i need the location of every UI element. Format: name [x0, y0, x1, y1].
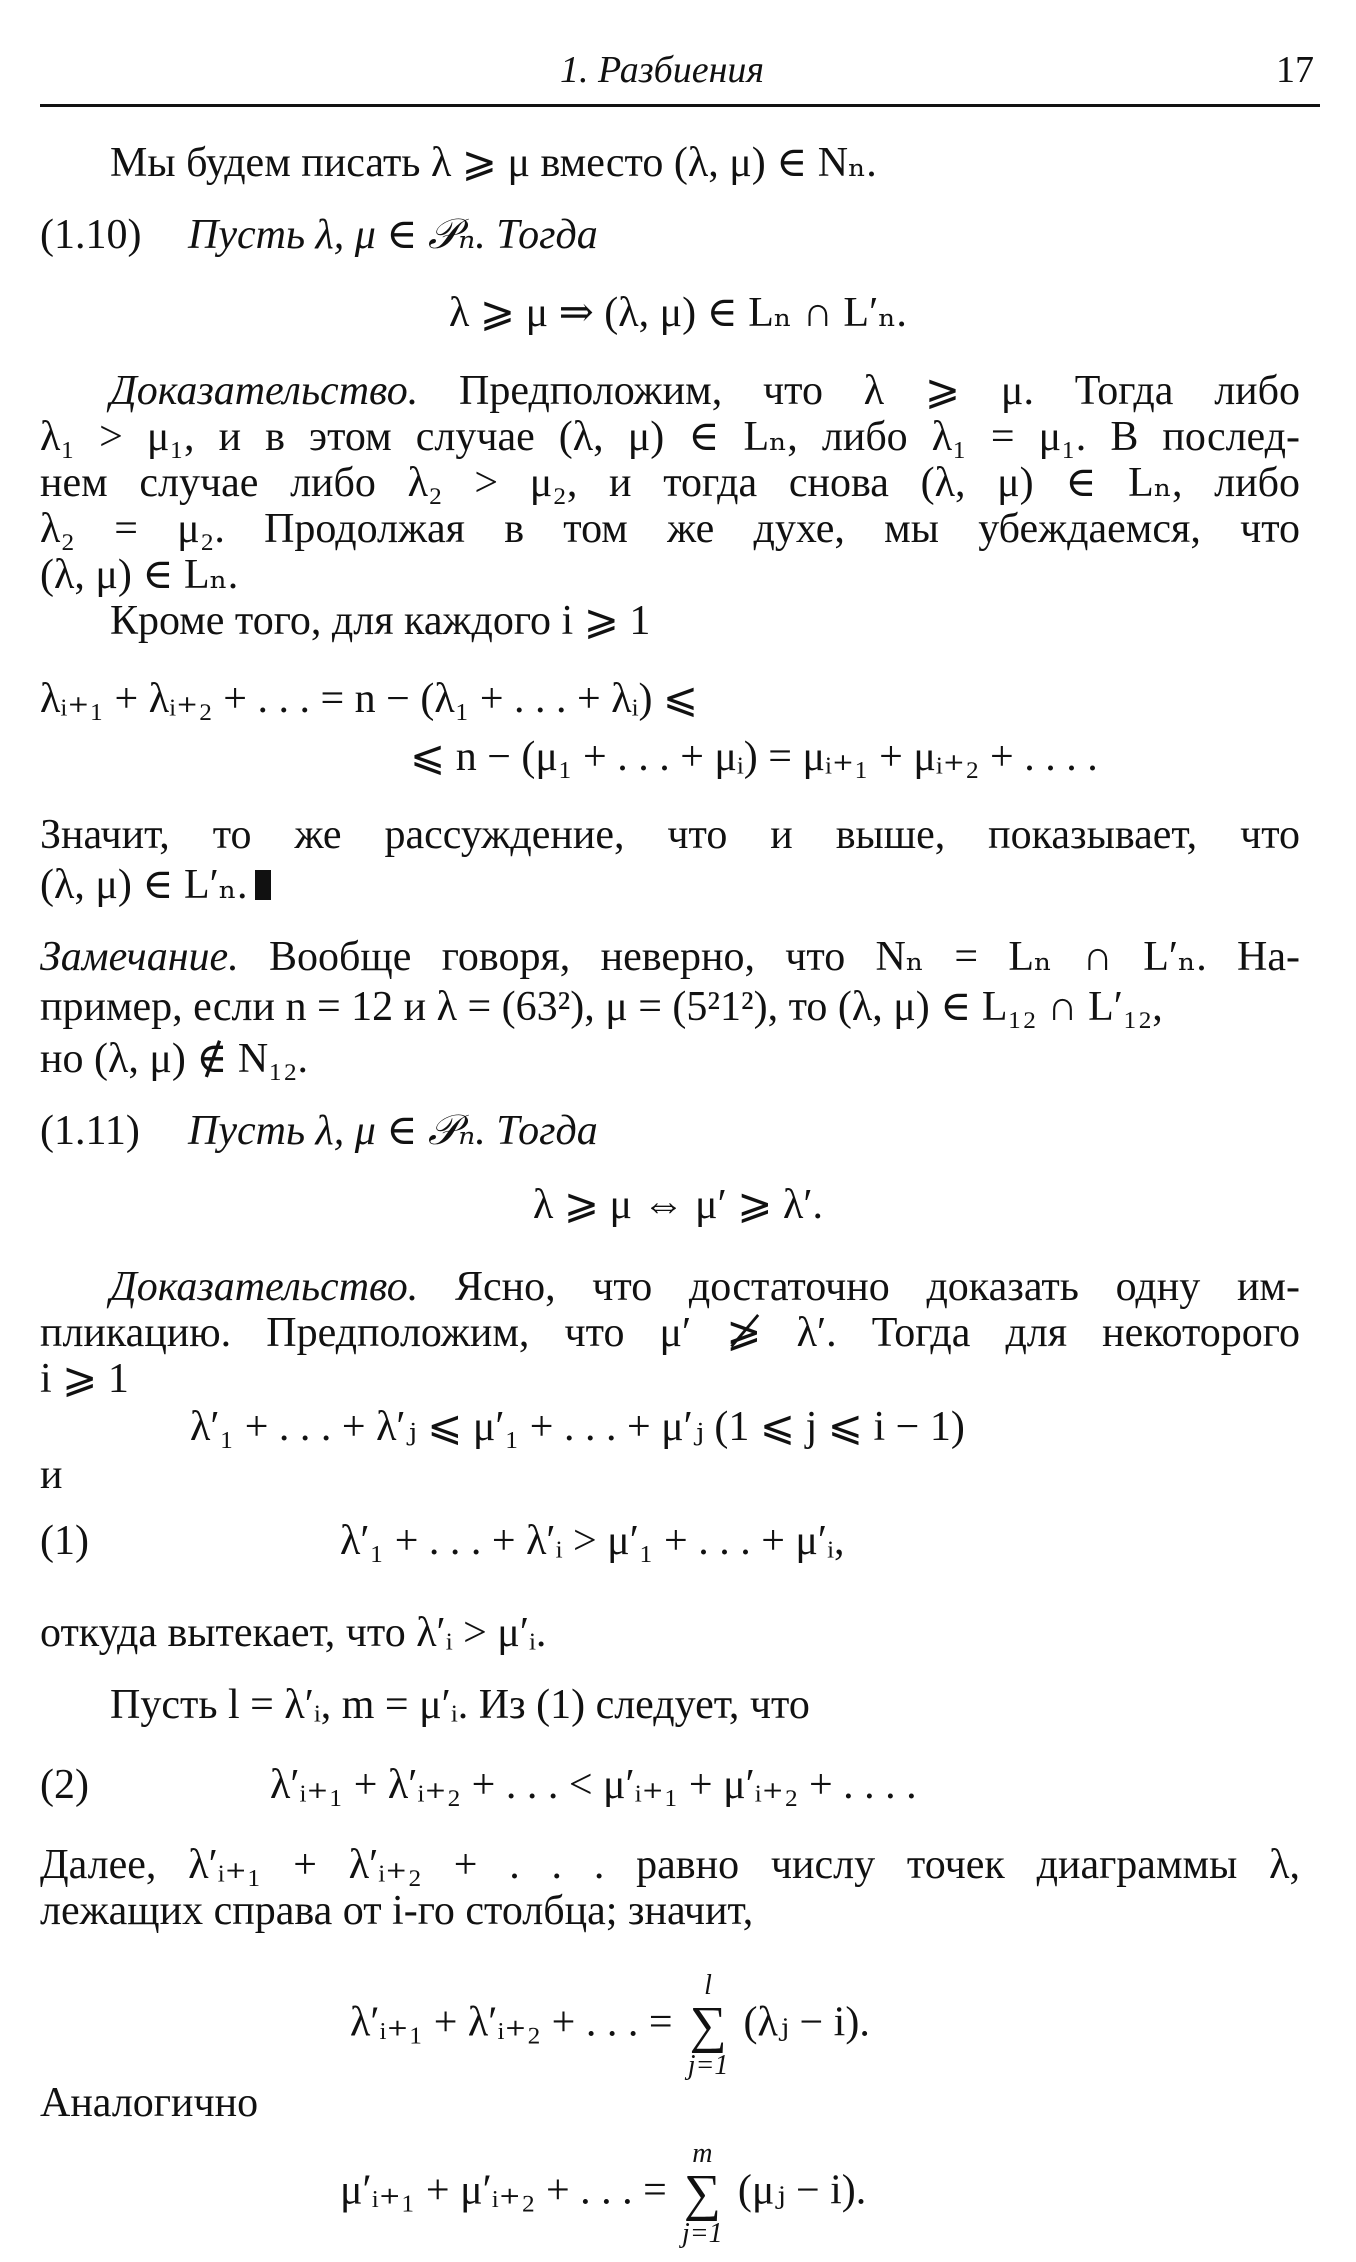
- equation-number-2: (2): [40, 1762, 89, 1808]
- text-line-28: Далее, λ′ᵢ₊₁ + λ′ᵢ₊₂ + . . . равно числу точек диаграммы λ,: [40, 1842, 1300, 1888]
- formula-line-24: λ′₁ + . . . + λ′ᵢ > μ′₁ + . . . + μ′ᵢ,: [340, 1518, 845, 1564]
- qed-mark: [255, 870, 271, 900]
- statement-1-10: Пусть λ, μ ∈ 𝒫ₙ. Тогда: [188, 212, 598, 258]
- formula-line-27: λ′ᵢ₊₁ + λ′ᵢ₊₂ + . . . < μ′ᵢ₊₁ + μ′ᵢ₊₂ + . . . .: [270, 1762, 917, 1808]
- page-number: 17: [1276, 49, 1314, 91]
- formula-1-10: λ ⩾ μ ⇒ (λ, μ) ∈ Lₙ ∩ L′ₙ.: [449, 290, 907, 336]
- equation-number-1: (1): [40, 1518, 89, 1564]
- page-header: [40, 40, 1320, 107]
- formula-line-22: λ′₁ + . . . + λ′ⱼ ⩽ μ′₁ + . . . + μ′ⱼ (1 ⩽ j ⩽ i − 1): [190, 1404, 965, 1450]
- text-line-25: откуда вытекает, что λ′ᵢ > μ′ᵢ.: [40, 1610, 547, 1656]
- statement-number-1-10: (1.10): [40, 212, 142, 258]
- proof-heading-2: Доказательство.: [110, 1264, 419, 1310]
- formula-line-32: [340, 2140, 866, 2250]
- sigma-glyph-2: ∑: [683, 2165, 721, 2222]
- proof-heading: Доказательство.: [110, 368, 419, 414]
- sum-upper-limit-1: l: [704, 1970, 712, 2001]
- summation-symbol-1: [683, 1972, 733, 2080]
- text-line-6: нем случае либо λ₂ > μ₂, и тогда снова (λ, μ) ∈ Lₙ, либо: [40, 460, 1300, 506]
- proof-text-2: Ясно, что достаточно доказать одну им-: [454, 1264, 1300, 1310]
- proof-text: Предположим, что λ ⩾ μ. Тогда либо: [459, 368, 1300, 414]
- text-line-13-content: (λ, μ) ∈ L′ₙ.: [40, 862, 248, 908]
- text-line-5: λ₁ > μ₁, и в этом случае (λ, μ) ∈ Lₙ, либо λ₁ = μ₁. В послед-: [40, 414, 1300, 460]
- remark-text: Вообще говоря, неверно, что Nₙ = Lₙ ∩ L′ₙ. На-: [269, 934, 1301, 980]
- text-line-16: но (λ, μ) ∉ N₁₂.: [40, 1036, 309, 1082]
- text-line-9: Кроме того, для каждого i ⩾ 1: [110, 598, 651, 644]
- formula-line-10: λᵢ₊₁ + λᵢ₊₂ + . . . = n − (λ₁ + . . . + λᵢ) ⩽: [40, 676, 699, 722]
- text-line-20: пликацию. Предположим, что μ′ ⩾̸ λ′. Тогда для некоторого: [40, 1310, 1300, 1356]
- formula-line-11: ⩽ n − (μ₁ + . . . + μᵢ) = μᵢ₊₁ + μᵢ₊₂ + . . . .: [410, 734, 1098, 780]
- text-line-26: Пусть l = λ′ᵢ, m = μ′ᵢ. Из (1) следует, что: [110, 1682, 810, 1728]
- text-line-1: Мы будем писать λ ⩾ μ вместо (λ, μ) ∈ Nₙ.: [110, 140, 877, 186]
- text-line-29: лежащих справа от i-го столбца; значит,: [40, 1888, 754, 1934]
- formula-1-11: λ ⩾ μ ⇔ μ′ ⩾ λ′.: [532, 1182, 824, 1228]
- text-line-13: [40, 862, 271, 908]
- statement-number-1-11: (1.11): [40, 1108, 140, 1154]
- statement-1-11: Пусть λ, μ ∈ 𝒫ₙ. Тогда: [188, 1108, 598, 1154]
- text-line-7: λ₂ = μ₂. Продолжая в том же духе, мы убеждаемся, что: [40, 506, 1300, 552]
- running-title: 1. Разбиения: [560, 49, 765, 91]
- proof-line-1: [110, 368, 1300, 414]
- formula-30-right: (λⱼ − i).: [743, 1999, 870, 2046]
- remark-heading: Замечание.: [40, 934, 239, 980]
- sum-upper-limit-2: m: [692, 2138, 713, 2169]
- sum-lower-limit-1: j=1: [687, 2050, 729, 2081]
- proof-line-2: [110, 1264, 1300, 1310]
- remark-line-1: [40, 934, 1300, 980]
- text-line-23: и: [40, 1452, 63, 1498]
- text-line-31: Аналогично: [40, 2080, 259, 2126]
- formula-32-left: μ′ᵢ₊₁ + μ′ᵢ₊₂ + . . . =: [340, 2167, 667, 2214]
- formula-line-30: [350, 1972, 870, 2082]
- text-line-15: пример, если n = 12 и λ = (63²), μ = (5²1²), то (λ, μ) ∈ L₁₂ ∩ L′₁₂,: [40, 984, 1163, 1030]
- summation-symbol-2: [677, 2140, 727, 2248]
- sum-lower-limit-2: j=1: [682, 2218, 723, 2249]
- formula-30-left: λ′ᵢ₊₁ + λ′ᵢ₊₂ + . . . =: [350, 1999, 673, 2046]
- sigma-glyph-1: ∑: [689, 1997, 727, 2054]
- formula-32-right: (μⱼ − i).: [737, 2167, 867, 2214]
- text-line-8: (λ, μ) ∈ Lₙ.: [40, 552, 239, 598]
- text-line-12: Значит, то же рассуждение, что и выше, показывает, что: [40, 812, 1300, 858]
- text-line-21: i ⩾ 1: [40, 1356, 129, 1402]
